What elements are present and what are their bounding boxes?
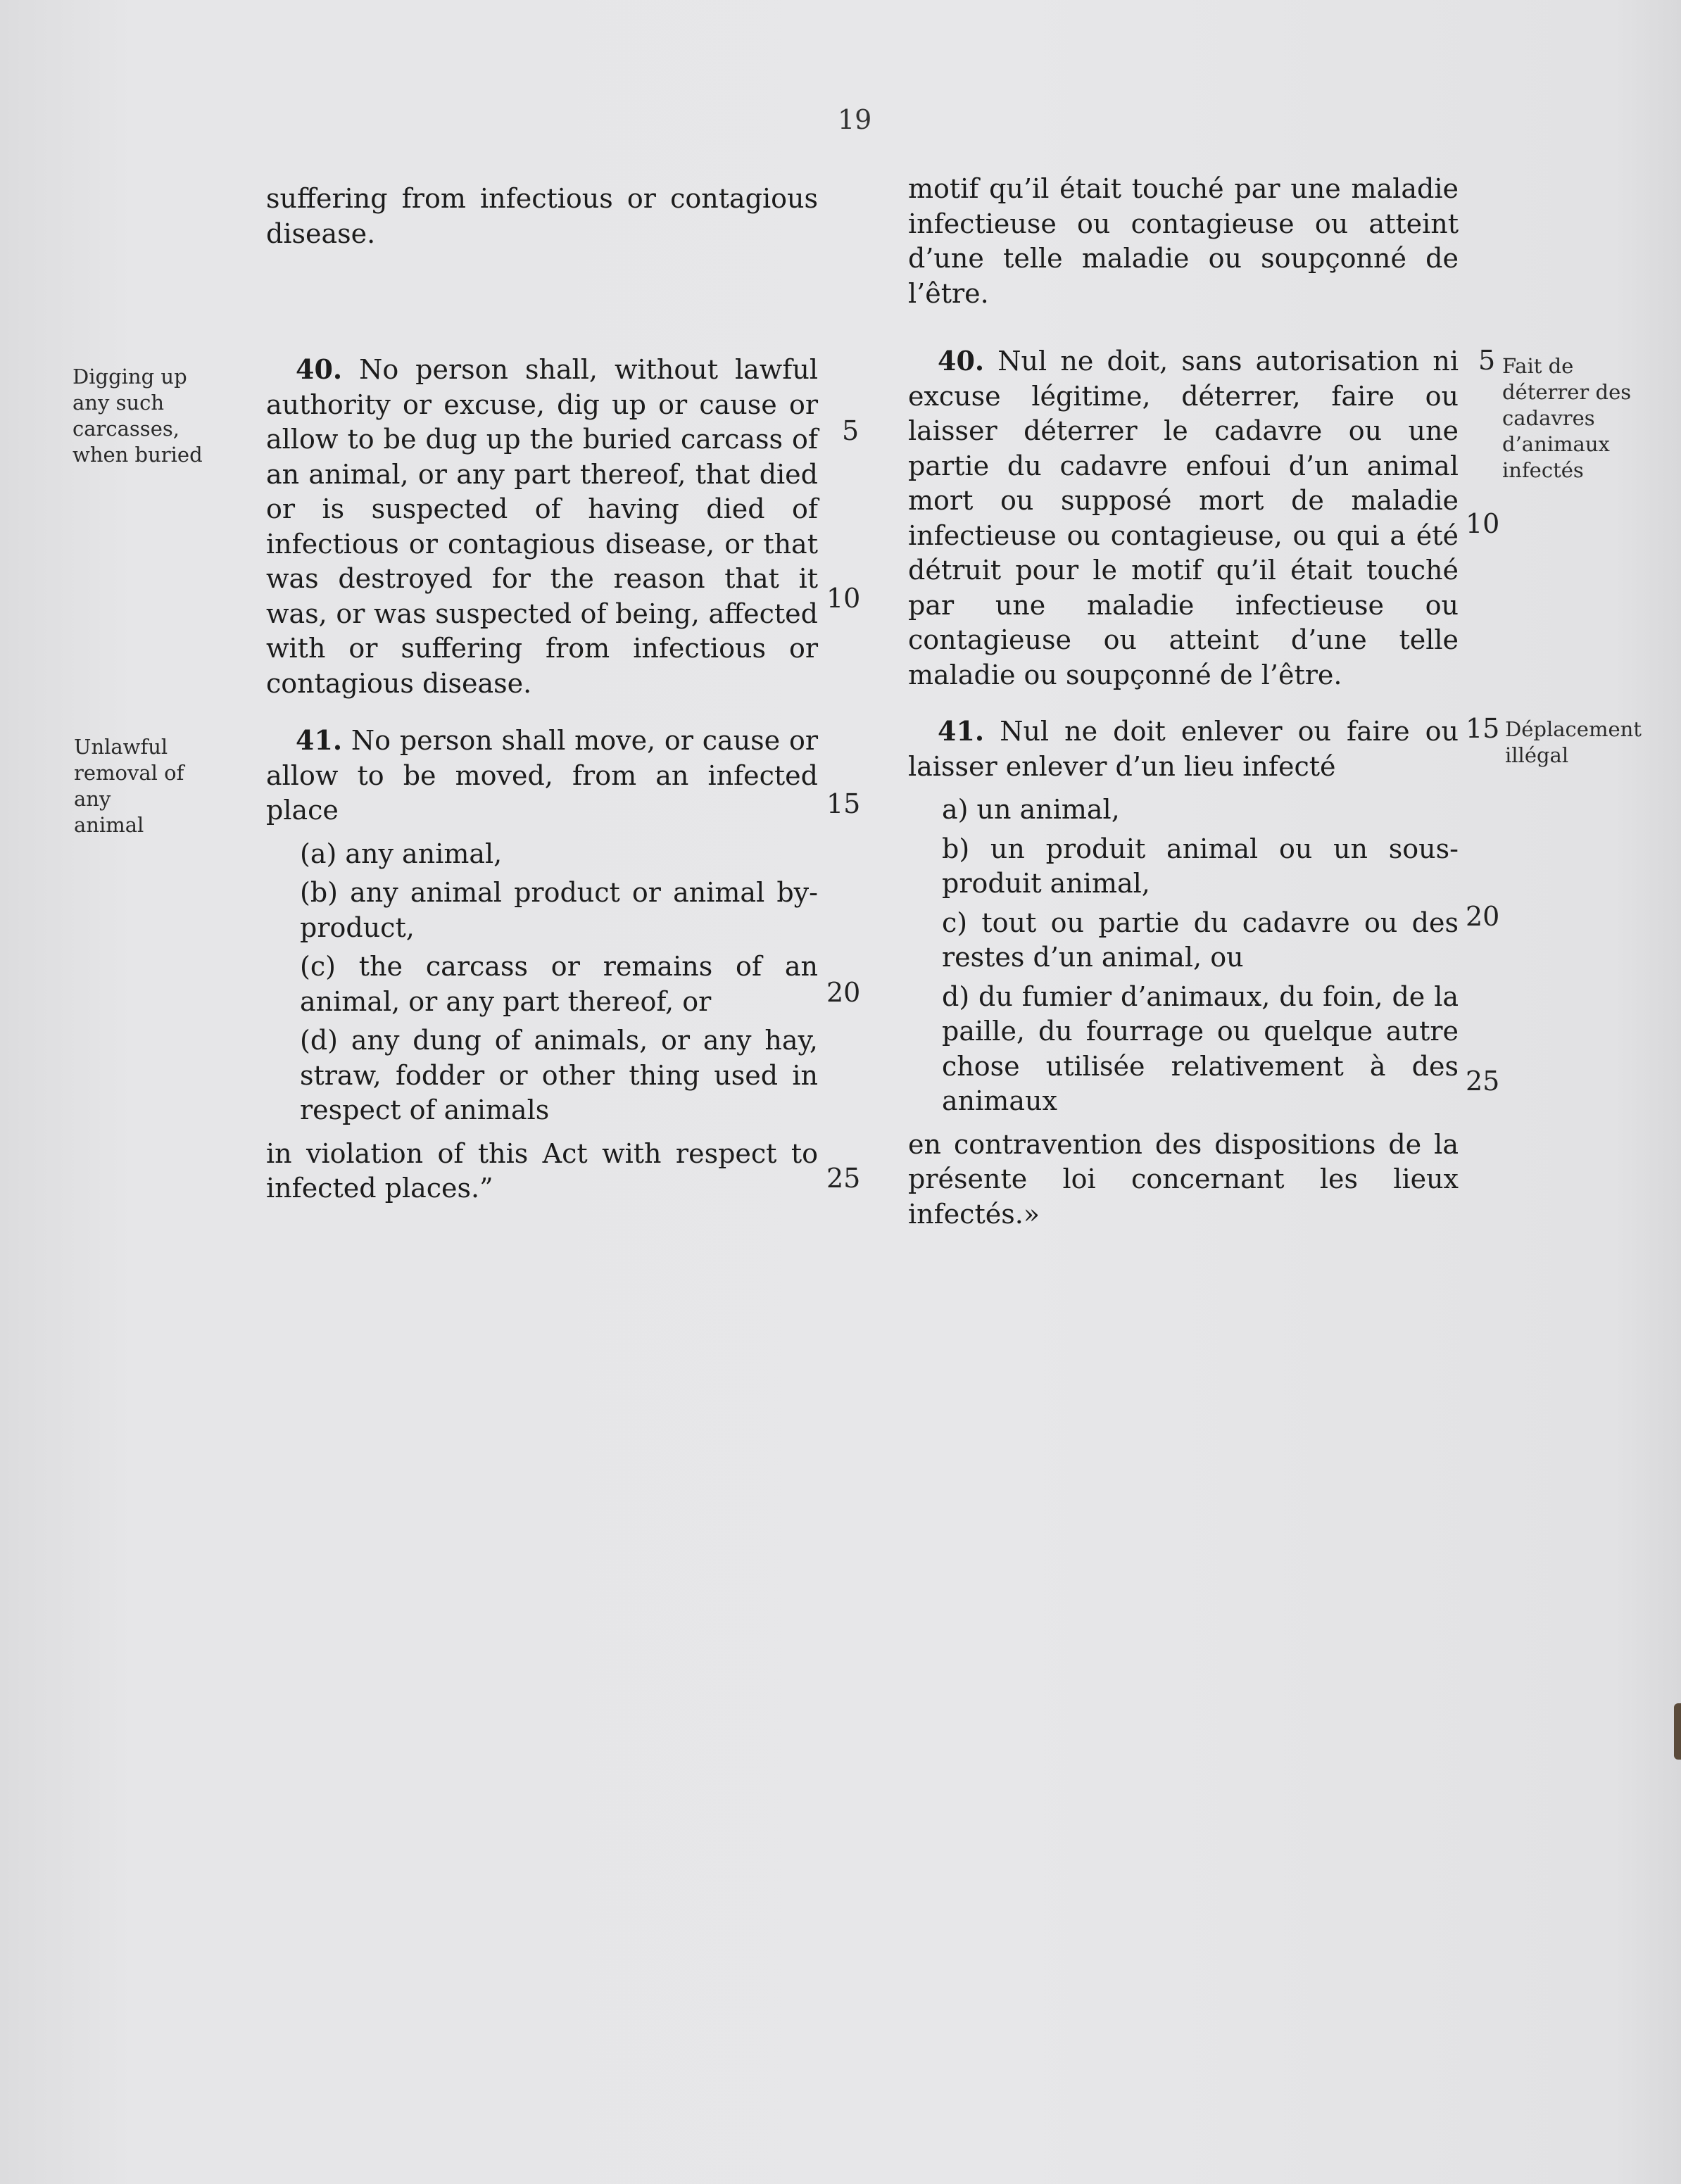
- section-intro: No person shall move, or cause or allow to be moved, from an infected place: [266, 725, 818, 826]
- section-intro: Nul ne doit enlever ou faire ou laisser enlever d’un lieu infecté: [908, 716, 1459, 782]
- french-column: [908, 172, 1459, 1242]
- page-number: 19: [838, 104, 872, 135]
- section-number: 41.: [938, 715, 985, 747]
- list-item: b) un produit animal ou un sous-produit animal,: [942, 833, 1459, 899]
- line-number: 25: [826, 1163, 861, 1194]
- section-text: No person shall, without lawful authority or excuse, dig up or cause or allow to be dug up the buried carcass of an animal, or any part thereof, that died or is suspected of having died of infectious or contagious disease, or that was destroyed for the reason that it was, or was suspected of being, affected with or suffering from infectious or contagious disease.: [266, 354, 818, 699]
- section-number: 40.: [938, 345, 985, 377]
- line-number: 10: [1466, 508, 1500, 539]
- list-item: (b) any animal product or animal by-product,: [300, 877, 818, 943]
- line-number: 20: [1466, 901, 1500, 932]
- list-item: c) tout ou partie du cadavre ou des restes d’un animal, ou: [942, 907, 1459, 973]
- english-column: [266, 182, 818, 1237]
- line-number: 10: [826, 583, 861, 614]
- section-text: Nul ne doit, sans autorisation ni excuse légitime, déterrer, faire ou laisser déterrer le cadavre ou une partie du cadavre enfoui d’un animal mort ou supposé mort de maladie infectieuse ou contagieuse, ou qui a été détruit pour le motif qu’il était touché par une maladie infectieuse ou contagieuse ou atteint d’une telle maladie ou soupçonné de l’être.: [908, 346, 1459, 690]
- line-number: 20: [826, 977, 861, 1008]
- margin-note-s40-fr: Fait de déterrer des cadavres d’animaux infectés: [1502, 354, 1632, 482]
- list-item: (a) any animal,: [300, 838, 503, 869]
- english-section-41: [266, 723, 818, 1206]
- margin-note-s41-fr: Déplacement illégal: [1505, 717, 1642, 767]
- list-item: a) un animal,: [942, 794, 1120, 825]
- line-number: 25: [1466, 1066, 1500, 1097]
- section-closing: in violation of this Act with respect to infected places.”: [266, 1137, 818, 1204]
- french-section-41: [908, 714, 1459, 1232]
- section-number: 41.: [296, 724, 343, 756]
- section-closing: en contravention des dispositions de la présente loi concernant les lieux infectés.»: [908, 1128, 1459, 1230]
- list-item: (c) the carcass or remains of an animal, or any part thereof, or: [300, 951, 818, 1017]
- page-edge-mark: [1674, 1703, 1681, 1760]
- list-item: d) du fumier d’animaux, du foin, de la paille, du fourrage ou quelque autre chose utilisée relativement à des animaux: [942, 980, 1459, 1116]
- section-number: 40.: [296, 353, 343, 385]
- french-continuation: motif qu’il était touché par une maladie infectieuse ou contagieuse ou atteint d’une telle maladie ou soupçonné de l’être.: [908, 173, 1459, 309]
- line-number: 15: [1466, 713, 1500, 744]
- line-number: 15: [826, 788, 861, 819]
- list-item: (d) any dung of animals, or any hay, straw, fodder or other thing used in respect of animals: [300, 1025, 818, 1125]
- margin-note-s40-en: Digging up any such carcasses, when buried: [73, 365, 203, 467]
- french-section-40: [908, 343, 1459, 693]
- line-number: 5: [842, 415, 860, 446]
- english-continuation: suffering from infectious or contagious disease.: [266, 183, 818, 249]
- line-number: 5: [1478, 345, 1496, 376]
- english-section-40: [266, 352, 818, 701]
- margin-note-s41-en: Unlawful removal of any animal: [74, 735, 184, 837]
